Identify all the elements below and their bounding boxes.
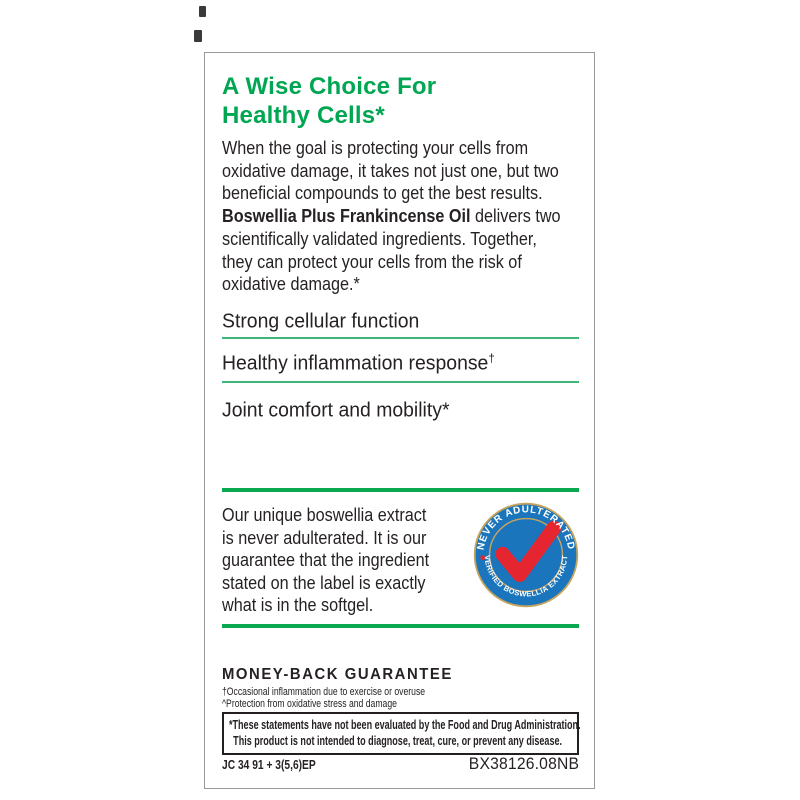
never-adulterated-seal [472, 501, 580, 609]
print-codes-row [222, 755, 579, 774]
benefit-text: Strong cellular function [222, 310, 420, 333]
fda-disclaimer-box [222, 712, 579, 755]
intro-paragraph [222, 137, 595, 296]
benefit-cellular-function [222, 304, 419, 334]
intro-line: beneficial compounds to get the best results. [222, 183, 543, 204]
intro-line: scientifically validated ingredients. Together, [222, 228, 537, 249]
print-artifact [194, 30, 202, 42]
section-rule-bottom [222, 624, 579, 628]
fda-line2: This product is not intended to diagnose, treat, cure, or prevent any disease. [233, 733, 563, 748]
product-name: Boswellia Plus Frankincense Oil [222, 206, 471, 227]
seal-top-arc-text: NEVER ADULTERATED [475, 504, 577, 551]
intro-line: oxidative damage, it takes not just one, but two [222, 160, 559, 181]
print-code-left: JC 34 91 + 3(5,6)EP [222, 758, 316, 772]
label-panel [204, 52, 595, 789]
print-code-right: BX38126.08NB [468, 755, 579, 773]
benefit-text: Healthy inflammation response [222, 352, 489, 375]
footnote-caret: ^Protection from oxidative stress and damage [222, 697, 397, 710]
guarantee-line: guarantee that the ingredient [222, 550, 430, 571]
fda-line1: *These statements have not been evaluated by the Food and Drug Administration. [229, 717, 581, 732]
intro-line: oxidative damage.* [222, 274, 360, 295]
print-artifact [199, 6, 206, 17]
benefit-inflammation-response [222, 346, 495, 376]
seal-bottom-arc-text: VERIFIED BOSWELLIA EXTRACT [482, 554, 570, 599]
intro-line [222, 205, 561, 228]
divider-rule [222, 381, 579, 383]
divider-rule [222, 337, 579, 339]
benefit-joint-comfort [222, 393, 450, 423]
intro-line: they can protect your cells from the risk of [222, 251, 522, 272]
guarantee-paragraph [222, 504, 452, 617]
intro-line: When the goal is protecting your cells from [222, 138, 529, 158]
footnotes [222, 687, 476, 710]
benefit-text: Joint comfort and mobility* [222, 399, 450, 422]
money-back-heading: MONEY-BACK GUARANTEE [222, 666, 453, 683]
section-rule-top [222, 488, 579, 492]
seal-graphic [472, 501, 580, 609]
footnote-dagger: †Occasional inflammation due to exercise or overuse [222, 686, 426, 698]
guarantee-line: is never adulterated. It is our [222, 527, 427, 548]
headline-line2: Healthy Cells* [222, 102, 385, 129]
headline-line1: A Wise Choice For [222, 73, 437, 100]
panel-headline [222, 72, 436, 130]
guarantee-line: stated on the label is exactly [222, 572, 426, 593]
intro-line-tail: delivers two [470, 206, 561, 227]
guarantee-line: what is in the softgel. [222, 595, 374, 616]
guarantee-line: Our unique boswellia extract [222, 505, 427, 525]
benefit-footnote-mark: † [488, 351, 495, 365]
